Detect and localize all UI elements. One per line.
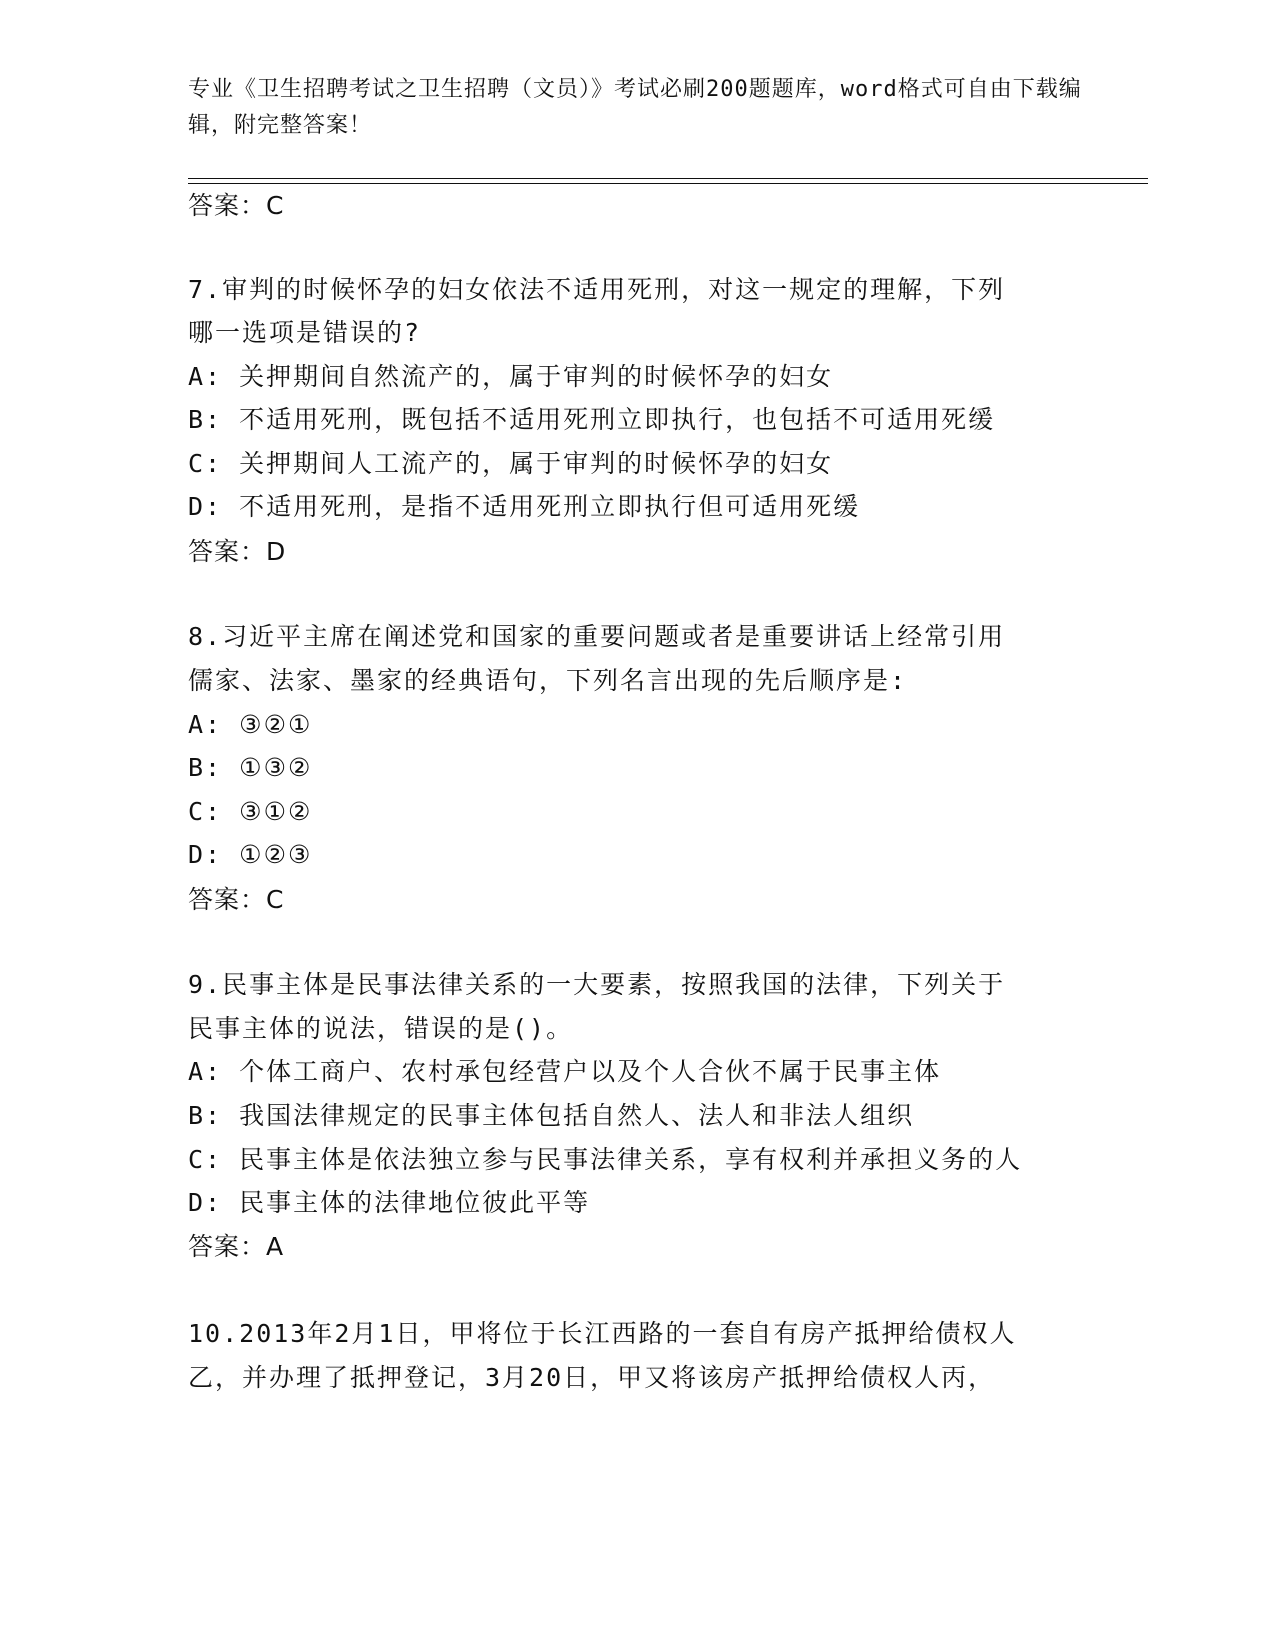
q9-stem-line1: 9.民事主体是民事法律关系的一大要素，按照我国的法律，下列关于: [188, 970, 1006, 999]
q7-stem-line1: 7.审判的时候怀孕的妇女依法不适用死刑，对这一规定的理解，下列: [188, 275, 1006, 304]
prev-answer: 答案：C: [188, 191, 285, 220]
q9-option-d: D: 民事主体的法律地位彼此平等: [188, 1188, 591, 1217]
q8-option-d: D: ①②③: [188, 840, 313, 869]
q7-stem-line2: 哪一选项是错误的?: [188, 318, 422, 347]
q7-option-b: B: 不适用死刑，既包括不适用死刑立即执行，也包括不可适用死缓: [188, 405, 996, 434]
q10-stem-line2: 乙，并办理了抵押登记，3月20日，甲又将该房产抵押给债权人丙，: [188, 1363, 996, 1392]
header-rule-bottom: [188, 183, 1148, 184]
q8-option-c: C: ③①②: [188, 797, 313, 826]
q8-answer: 答案：C: [188, 885, 285, 914]
q8-option-a: A: ③②①: [188, 710, 313, 739]
q9-option-a: A: 个体工商户、农村承包经营户以及个人合伙不属于民事主体: [188, 1057, 942, 1086]
q7-answer: 答案：D: [188, 537, 287, 566]
header-rule-top: [188, 178, 1148, 179]
q8-option-b: B: ①③②: [188, 753, 313, 782]
q7-option-d: D: 不适用死刑，是指不适用死刑立即执行但可适用死缓: [188, 492, 861, 521]
q7-option-a: A: 关押期间自然流产的，属于审判的时候怀孕的妇女: [188, 362, 834, 391]
q9-option-c: C: 民事主体是依法独立参与民事法律关系，享有权利并承担义务的人: [188, 1145, 1023, 1174]
document-header: 专业《卫生招聘考试之卫生招聘（文员）》考试必刷200题题库，word格式可自由下载编辑，附完整答案！: [188, 77, 1082, 138]
q7-option-c: C: 关押期间人工流产的，属于审判的时候怀孕的妇女: [188, 449, 834, 478]
q10-stem-line1: 10.2013年2月1日，甲将位于长江西路的一套自有房产抵押给债权人: [188, 1319, 1017, 1348]
q9-stem-line2: 民事主体的说法，错误的是()。: [188, 1014, 574, 1043]
q8-stem-line1: 8.习近平主席在阐述党和国家的重要问题或者是重要讲话上经常引用: [188, 622, 1006, 651]
q9-answer: 答案：A: [188, 1232, 285, 1261]
q9-option-b: B: 我国法律规定的民事主体包括自然人、法人和非法人组织: [188, 1101, 915, 1130]
q8-stem-line2: 儒家、法家、墨家的经典语句，下列名言出现的先后顺序是:: [188, 666, 908, 695]
